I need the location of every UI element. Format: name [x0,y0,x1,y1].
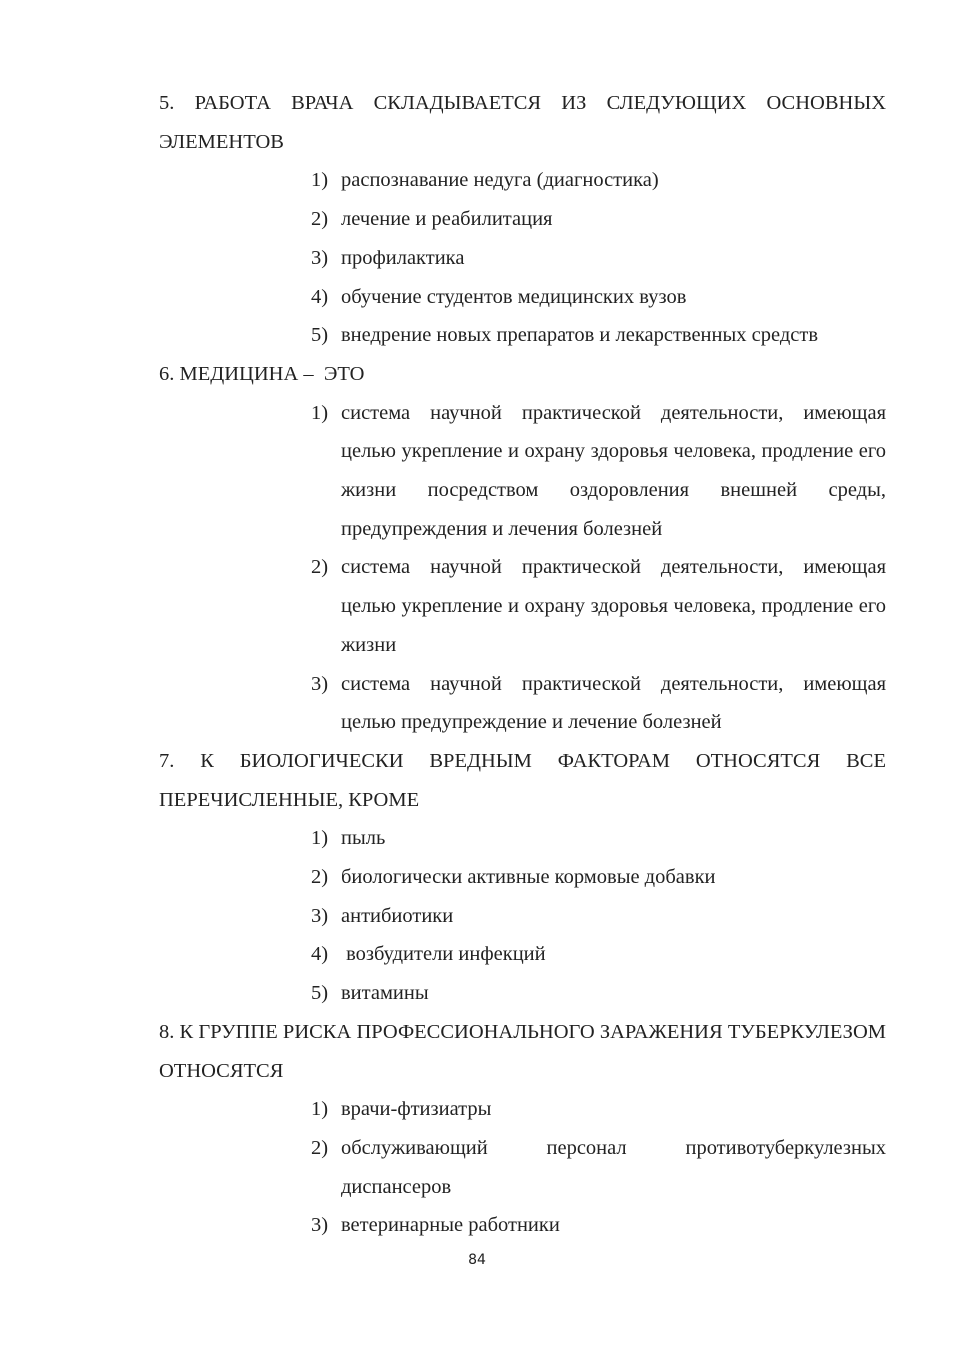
option-text: ветеринарные работники [341,1214,560,1237]
option-text: возбудители инфекций [341,943,546,966]
answer-option [159,665,886,742]
option-number: 1) [311,1098,329,1121]
option-number: 1) [311,401,329,424]
answer-option [159,394,886,549]
option-number: 4) [311,285,329,308]
option-number: 5) [311,982,329,1005]
answer-options [159,161,886,355]
option-number: 5) [311,324,329,347]
answer-option [159,1206,886,1245]
answer-option [159,316,886,355]
answer-option [159,819,886,858]
option-number: 2) [311,556,329,579]
question-text: 6. МЕДИЦИНА – ЭТО [159,362,365,385]
option-number: 3) [311,672,329,695]
option-text: пыль [341,827,386,850]
answer-options [159,1090,886,1245]
answer-option [159,200,886,239]
answer-option [159,935,886,974]
question-6 [159,355,886,742]
answer-option [159,1090,886,1129]
question-7 [159,742,886,1013]
option-number: 3) [311,246,329,269]
answer-option [159,278,886,317]
option-text: антибиотики [341,904,454,927]
question-text: 5. РАБОТА ВРАЧА СКЛАДЫВАЕТСЯ ИЗ СЛЕДУЮЩИХ ОСНОВНЫХ ЭЛЕМЕНТОВ [159,92,886,153]
question-text: 7. К БИОЛОГИЧЕСКИ ВРЕДНЫМ ФАКТОРАМ ОТНОСЯТСЯ ВСЕ ПЕРЕЧИСЛЕННЫЕ, КРОМЕ [159,749,886,811]
option-text: обучение студентов медицинских вузов [341,285,687,308]
answer-options [159,394,886,742]
answer-option [159,239,886,278]
option-text: профилактика [341,246,465,269]
option-number: 1) [311,827,329,850]
option-number: 2) [311,208,329,231]
answer-option [159,548,886,664]
answer-option [159,897,886,936]
option-number: 3) [311,904,329,927]
option-number: 1) [311,169,329,192]
question-list [159,84,886,1245]
question-5 [159,84,886,355]
option-number: 3) [311,1214,329,1237]
answer-option [159,974,886,1013]
answer-option [159,858,886,897]
option-text: система научной практической деятельности, имеющая целью предупреждение и лечение болезней [341,672,886,734]
option-text: обслуживающий персонал противотуберкулезных диспансеров [341,1136,886,1198]
option-number: 2) [311,866,329,889]
answer-options [159,819,886,1013]
option-text: система научной практической деятельности, имеющая целью укрепление и охрану здоровья человека, продление его жизни [341,556,886,656]
option-text: лечение и реабилитация [341,208,553,231]
option-text: биологически активные кормовые добавки [341,866,716,889]
option-text: распознавание недуга (диагностика) [341,169,659,192]
option-text: врачи-фтизиатры [341,1098,492,1121]
question-text: 8. К ГРУППЕ РИСКА ПРОФЕССИОНАЛЬНОГО ЗАРАЖЕНИЯ ТУБЕРКУЛЕЗОМ ОТНОСЯТСЯ [159,1020,886,1082]
option-number: 4) [311,943,329,966]
option-text: система научной практической деятельности, имеющая целью укрепление и охрану здоровья человека, продление его жизни посредством оздоровления внешней среды, предупреждения и лечения болезней [341,401,886,540]
answer-option [159,161,886,200]
option-number: 2) [311,1136,329,1159]
option-text: витамины [341,982,429,1005]
page-number: 84 [468,1252,486,1268]
answer-option [159,1129,886,1206]
option-text: внедрение новых препаратов и лекарственных средств [341,324,818,347]
question-8 [159,1013,886,1245]
